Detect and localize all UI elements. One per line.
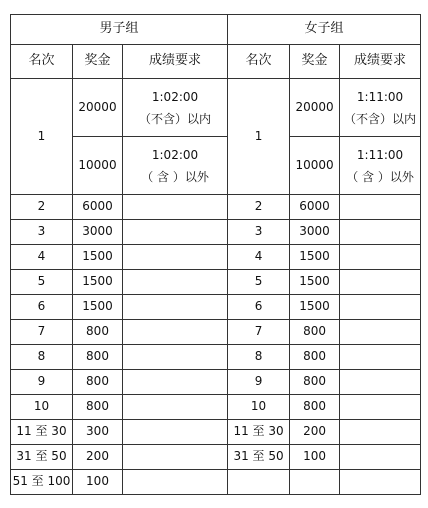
- male-requirement-cell: [123, 470, 228, 495]
- male-requirement-cell: [123, 420, 228, 445]
- female-first-prize-lower: 10000: [290, 137, 340, 195]
- table-row: [11, 445, 421, 470]
- requirement-condition: （ 含 ）以外: [346, 169, 414, 184]
- requirement-condition: （不含）以内: [344, 111, 417, 126]
- column-header-row: [11, 45, 421, 79]
- prize-table: [10, 14, 421, 495]
- male-prize-cell: 300: [73, 420, 123, 445]
- female-requirement-cell: [340, 345, 421, 370]
- male-prize-cell: 1500: [73, 270, 123, 295]
- table-row: [11, 220, 421, 245]
- requirement-time: 1:11:00: [356, 89, 404, 104]
- male-prize-cell: 1500: [73, 245, 123, 270]
- male-rank-cell: 8: [11, 345, 73, 370]
- female-requirement-cell: [340, 220, 421, 245]
- male-rank-cell: 51 至 100: [11, 470, 73, 495]
- male-rank-cell: 9: [11, 370, 73, 395]
- female-first-prize-upper: 20000: [290, 79, 340, 137]
- table-row: [11, 320, 421, 345]
- female-prize-cell: 200: [290, 420, 340, 445]
- male-requirement-cell: [123, 270, 228, 295]
- male-rank-cell: 31 至 50: [11, 445, 73, 470]
- table-row: [11, 295, 421, 320]
- female-prize-cell: [290, 470, 340, 495]
- female-requirement-header: 成绩要求: [340, 45, 421, 79]
- female-prize-cell: 800: [290, 395, 340, 420]
- male-requirement-cell: [123, 395, 228, 420]
- male-requirement-cell: [123, 220, 228, 245]
- female-prize-cell: 3000: [290, 220, 340, 245]
- table-row: [11, 420, 421, 445]
- female-rank-header: 名次: [228, 45, 290, 79]
- female-rank-cell: 2: [228, 195, 290, 220]
- male-rank-cell: 2: [11, 195, 73, 220]
- male-requirement-cell: [123, 370, 228, 395]
- male-requirement-cell: [123, 345, 228, 370]
- female-rank-cell: [228, 470, 290, 495]
- requirement-condition: （ 含 ）以外: [141, 169, 209, 184]
- female-requirement-cell: [340, 395, 421, 420]
- female-first-requirement-upper: [340, 79, 421, 137]
- male-rank-cell: 7: [11, 320, 73, 345]
- male-rank-cell: 5: [11, 270, 73, 295]
- male-prize-header: 奖金: [73, 45, 123, 79]
- table-row: [11, 345, 421, 370]
- female-rank-cell: 4: [228, 245, 290, 270]
- male-first-prize-upper: 20000: [73, 79, 123, 137]
- male-rank-cell: 11 至 30: [11, 420, 73, 445]
- female-requirement-cell: [340, 245, 421, 270]
- table-row: [11, 245, 421, 270]
- requirement-time: 1:02:00: [151, 89, 199, 104]
- male-prize-cell: 800: [73, 370, 123, 395]
- male-prize-cell: 100: [73, 470, 123, 495]
- male-prize-cell: 6000: [73, 195, 123, 220]
- female-prize-cell: 6000: [290, 195, 340, 220]
- female-requirement-cell: [340, 195, 421, 220]
- table-row: [11, 370, 421, 395]
- female-prize-cell: 800: [290, 370, 340, 395]
- male-prize-cell: 1500: [73, 295, 123, 320]
- male-rank-header: 名次: [11, 45, 73, 79]
- requirement-time: 1:11:00: [356, 147, 404, 162]
- male-first-rank: 1: [11, 79, 73, 195]
- female-prize-cell: 1500: [290, 245, 340, 270]
- female-requirement-cell: [340, 445, 421, 470]
- female-rank-cell: 31 至 50: [228, 445, 290, 470]
- male-rank-cell: 4: [11, 245, 73, 270]
- male-prize-cell: 800: [73, 345, 123, 370]
- female-rank-cell: 8: [228, 345, 290, 370]
- male-requirement-cell: [123, 245, 228, 270]
- male-first-prize-lower: 10000: [73, 137, 123, 195]
- table-row: [11, 395, 421, 420]
- prize-table-body: [11, 15, 421, 495]
- female-rank-cell: 5: [228, 270, 290, 295]
- male-requirement-header: 成绩要求: [123, 45, 228, 79]
- female-first-requirement-lower: [340, 137, 421, 195]
- male-prize-cell: 3000: [73, 220, 123, 245]
- male-first-requirement-lower: [123, 137, 228, 195]
- female-prize-cell: 1500: [290, 295, 340, 320]
- female-requirement-cell: [340, 420, 421, 445]
- first-place-row-lower: [11, 137, 421, 195]
- female-first-rank: 1: [228, 79, 290, 195]
- female-rank-cell: 10: [228, 395, 290, 420]
- requirement-time: 1:02:00: [151, 147, 199, 162]
- female-prize-cell: 800: [290, 320, 340, 345]
- female-requirement-cell: [340, 470, 421, 495]
- male-requirement-cell: [123, 445, 228, 470]
- female-rank-cell: 9: [228, 370, 290, 395]
- table-row: [11, 195, 421, 220]
- female-requirement-cell: [340, 370, 421, 395]
- male-prize-cell: 200: [73, 445, 123, 470]
- female-prize-cell: 800: [290, 345, 340, 370]
- female-rank-cell: 3: [228, 220, 290, 245]
- first-place-row-upper: [11, 79, 421, 137]
- female-prize-cell: 1500: [290, 270, 340, 295]
- male-rank-cell: 10: [11, 395, 73, 420]
- female-prize-cell: 100: [290, 445, 340, 470]
- female-prize-header: 奖金: [290, 45, 340, 79]
- female-group-header: 女子组: [228, 15, 421, 45]
- female-requirement-cell: [340, 320, 421, 345]
- female-rank-cell: 6: [228, 295, 290, 320]
- male-requirement-cell: [123, 295, 228, 320]
- female-requirement-cell: [340, 270, 421, 295]
- male-prize-cell: 800: [73, 320, 123, 345]
- male-rank-cell: 6: [11, 295, 73, 320]
- group-header-row: [11, 15, 421, 45]
- male-first-requirement-upper: [123, 79, 228, 137]
- table-row: [11, 470, 421, 495]
- male-rank-cell: 3: [11, 220, 73, 245]
- male-requirement-cell: [123, 320, 228, 345]
- female-rank-cell: 7: [228, 320, 290, 345]
- male-requirement-cell: [123, 195, 228, 220]
- male-prize-cell: 800: [73, 395, 123, 420]
- table-row: [11, 270, 421, 295]
- requirement-condition: （不含）以内: [139, 111, 212, 126]
- male-group-header: 男子组: [11, 15, 228, 45]
- female-rank-cell: 11 至 30: [228, 420, 290, 445]
- female-requirement-cell: [340, 295, 421, 320]
